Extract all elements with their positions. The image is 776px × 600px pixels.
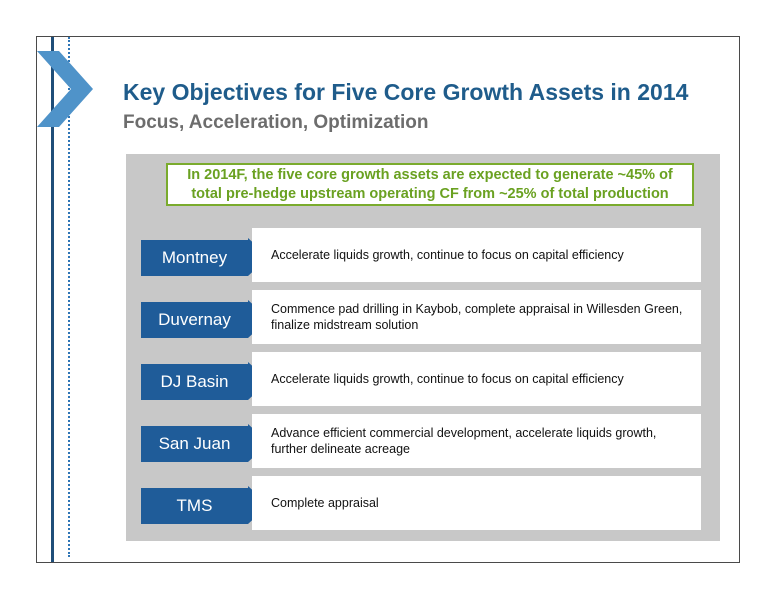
asset-label: Duvernay bbox=[141, 302, 248, 338]
asset-objective: Accelerate liquids growth, continue to focus on capital efficiency bbox=[252, 352, 701, 406]
asset-label: TMS bbox=[141, 488, 248, 524]
asset-objective: Advance efficient commercial development, accelerate liquids growth, further delineate acreage bbox=[252, 414, 701, 468]
asset-label: Montney bbox=[141, 240, 248, 276]
asset-objective: Commence pad drilling in Kaybob, complete appraisal in Willesden Green, finalize midstream solution bbox=[252, 290, 701, 344]
page-subtitle: Focus, Acceleration, Optimization bbox=[123, 112, 429, 133]
asset-objective: Complete appraisal bbox=[252, 476, 701, 530]
asset-objective: Accelerate liquids growth, continue to focus on capital efficiency bbox=[252, 228, 701, 282]
callout-box: In 2014F, the five core growth assets are expected to generate ~45% of total pre-hedge upstream operating CF from ~25% of total production bbox=[166, 163, 694, 206]
chevron-logo-icon bbox=[37, 51, 97, 127]
asset-row-duvernay bbox=[141, 290, 701, 344]
asset-row-tms bbox=[141, 476, 701, 530]
asset-row-san-juan bbox=[141, 414, 701, 468]
page-title: Key Objectives for Five Core Growth Assets in 2014 bbox=[123, 79, 689, 105]
asset-row-montney bbox=[141, 228, 701, 282]
asset-row-dj-basin bbox=[141, 352, 701, 406]
asset-label: San Juan bbox=[141, 426, 248, 462]
content-panel bbox=[126, 154, 720, 541]
asset-label: DJ Basin bbox=[141, 364, 248, 400]
slide bbox=[36, 36, 740, 563]
